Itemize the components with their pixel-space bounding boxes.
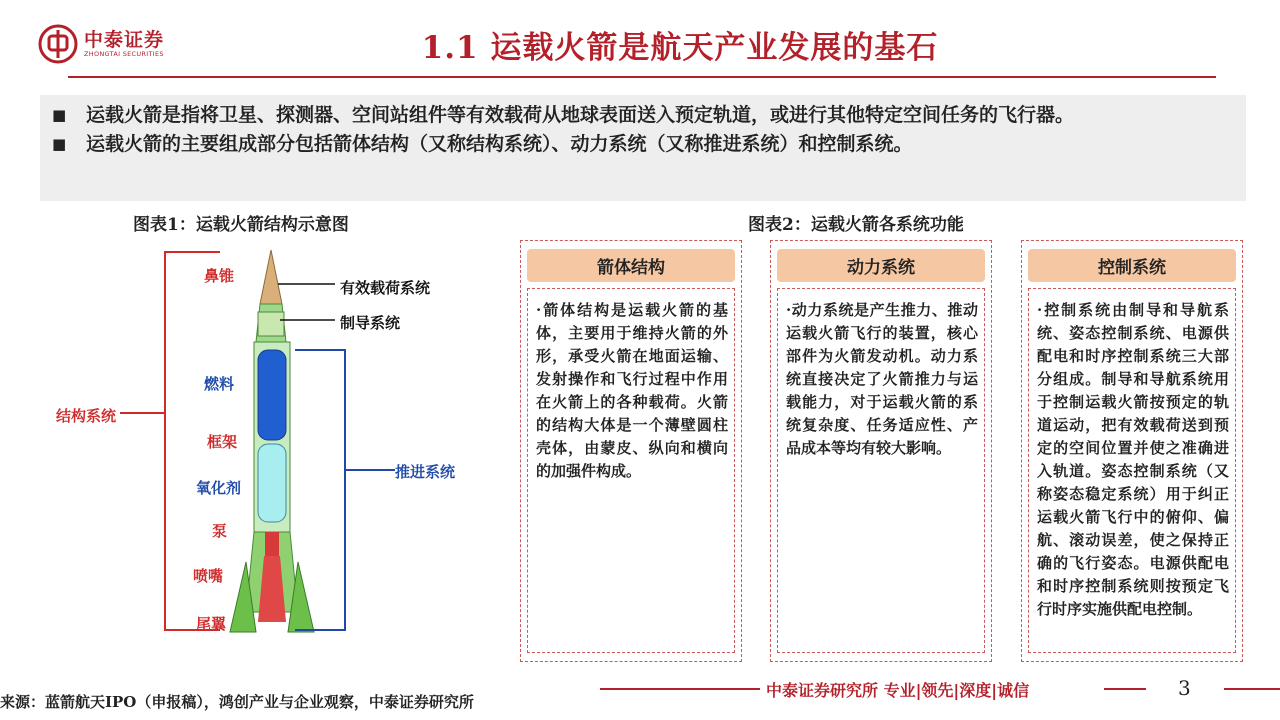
label-pump: 泵 [212,522,228,540]
figure2-caption: 图表2：运载火箭各系统功能 [748,215,964,235]
label-structure: 结构系统 [56,407,117,425]
label-nozzle: 喷嘴 [193,567,224,585]
intro-bullet [52,101,1236,130]
footer-slogan: 中泰证券研究所 专业|领先|深度|诚信 [766,681,1030,700]
nose-cone [260,250,282,304]
label-guidance: 制导系统 [340,314,401,332]
label-oxidizer: 氧化剂 [196,479,242,497]
label-frame: 框架 [207,433,238,451]
guidance-section [258,312,284,336]
label-nose: 鼻锥 [204,267,235,285]
label-fuel: 燃料 [204,375,235,393]
footer-rule-right [1224,688,1280,690]
panel-body: ·动力系统是产生推力、推动运载火箭飞行的装置，核心部件为火箭发动机。动力系统直接决定了火箭推力与运载能力，对于运载火箭的系统复杂度、任务适应性、产品成本等均有较大影响。 [777,288,985,653]
title-divider [68,76,1216,78]
logo-cn-text: 中泰证券 [84,29,165,51]
panel-body: ·箭体结构是运载火箭的基体，主要用于维持火箭的外形，承受火箭在地面运输、发射操作和飞行过程中作用在火箭上的各种载荷。火箭的结构大体是一个薄壁圆柱壳体，由蒙皮、纵向和横向的加强件构成。 [527,288,735,653]
figure1-caption: 图表1：运载火箭结构示意图 [133,215,349,235]
panel-title: 箭体结构 [527,249,735,282]
label-fins: 尾翼 [196,615,227,633]
footer-rule-left [600,688,760,690]
square-bullet-icon: ■ [52,106,67,124]
intro-bullet [52,130,1236,159]
oxidizer-tank [258,444,286,522]
source-note: 来源：蓝箭航天IPO（申报稿），鸿创产业与企业观察，中泰证券研究所 [0,693,474,711]
pump [265,532,279,556]
footer-rule-mid [1104,688,1146,690]
page-number: 3 [1178,676,1191,700]
zhongtai-logo-icon [38,24,78,64]
fuel-tank [258,350,286,440]
label-payload: 有效载荷系统 [340,279,431,297]
intro-bullet-text: 运载火箭是指将卫星、探测器、空间站组件等有效载荷从地球表面送入预定轨道，或进行其他特定空间任务的飞行器。 [86,104,1075,126]
company-logo [38,24,164,64]
panel-title: 控制系统 [1028,249,1236,282]
panel-control [1021,240,1243,662]
intro-box [40,95,1246,201]
page-title: 1.1 运载火箭是航天产业发展的基石 [421,30,939,66]
panel-propulsion [770,240,992,662]
intro-bullet-text: 运载火箭的主要组成部分包括箭体结构（又称结构系统）、动力系统（又称推进系统）和控制系统。 [86,133,913,155]
label-propulsion: 推进系统 [395,463,456,481]
panel-title: 动力系统 [777,249,985,282]
logo-en-text: ZHONGTAI SECURITIES [84,50,164,58]
panel-body: ·控制系统由制导和导航系统、姿态控制系统、电源供配电和时序控制系统三大部分组成。制导和导航系统用于控制运载火箭按预定的轨道运动，把有效载荷送到预定的空间位置并使之准确进入轨道。姿态控制系统（又称姿态稳定系统）用于纠正运载火箭飞行中的俯仰、偏航、滚动误差，使之保持正确的飞行姿态。电源供配电和时序控制系统则按预定飞行时序实施供配电控制。 [1028,288,1236,653]
panel-structure [520,240,742,662]
square-bullet-icon: ■ [52,135,67,153]
rocket-diagram [40,232,500,652]
